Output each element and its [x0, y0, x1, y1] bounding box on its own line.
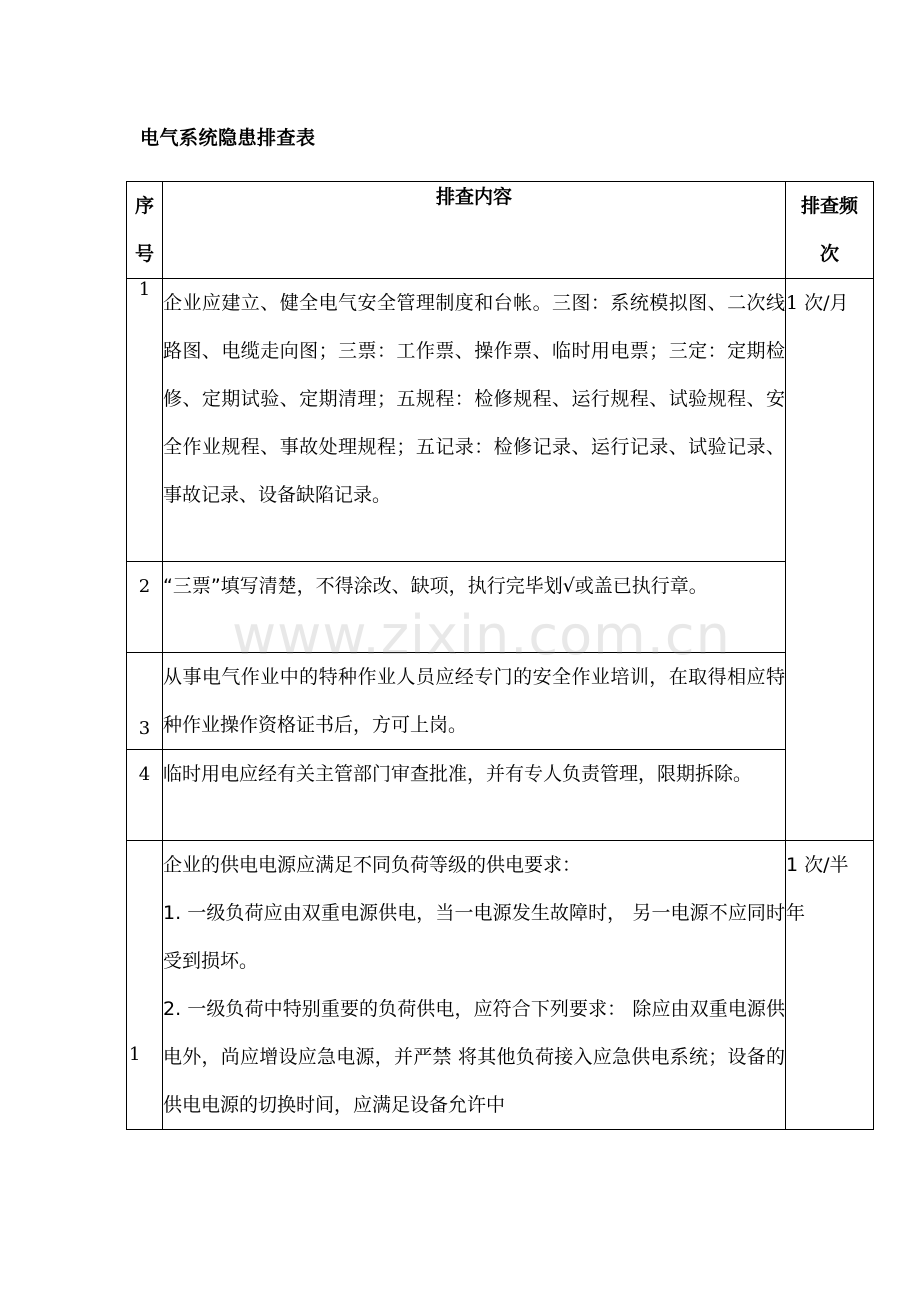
row-seq: 3 — [127, 653, 163, 750]
table-header-row — [127, 182, 874, 279]
row-seq: 2 — [127, 562, 163, 653]
row-content — [163, 841, 786, 1130]
row-content: “三票”填写清楚，不得涂改、缺项，执行完毕划√或盖已执行章。 — [163, 562, 786, 653]
row-content: 企业应建立、健全电气安全管理制度和台帐。三图：系统模拟图、二次线路图、电缆走向图；三票：工作票、操作票、临时用电票；三定：定期检修、定期试验、定期清理；五规程：检修规程、运行规程、试验规程、安全作业规程、事故处理规程；五记录：检修记录、运行记录、试验记录、事故记录、设备缺陷记录。 — [163, 279, 786, 562]
table-row — [127, 279, 874, 562]
content-paragraph: 1. 一级负荷应由双重电源供电，当一电源发生故障时， 另一电源不应同时受到损坏。 — [163, 902, 785, 972]
row-frequency-semiannual: 1 次/半 年 — [786, 841, 874, 1130]
row-frequency-monthly: 1 次/月 — [786, 279, 874, 841]
row-seq: 1 — [127, 841, 163, 1130]
table-row — [127, 653, 874, 750]
header-content: 排查内容 — [163, 182, 786, 279]
row-content: 从事电气作业中的特种作业人员应经专门的安全作业培训，在取得相应特种作业操作资格证书后，方可上岗。 — [163, 653, 786, 750]
hazard-check-table — [126, 181, 874, 1130]
table-row — [127, 750, 874, 841]
row-content: 临时用电应经有关主管部门审查批准，并有专人负责管理，限期拆除。 — [163, 750, 786, 841]
header-seq: 序 号 — [127, 182, 163, 279]
content-paragraph: 企业的供电电源应满足不同负荷等级的供电要求： — [163, 854, 582, 876]
content-paragraph: 2. 一级负荷中特别重要的负荷供电，应符合下列要求： 除应由双重电源供电外，尚应增设应急电源，并严禁 将其他负荷接入应急供电系统；设备的供电电源的切换时间，应满足设备允许中 — [163, 998, 785, 1116]
watermark: www.zixin.com.cn — [232, 604, 731, 667]
row-seq: 4 — [127, 750, 163, 841]
header-frequency: 排查频 次 — [786, 182, 874, 279]
table-row — [127, 841, 874, 1130]
row-seq: 1 — [127, 279, 163, 562]
document-title: 电气系统隐患排查表 — [140, 127, 316, 149]
table-row — [127, 562, 874, 653]
